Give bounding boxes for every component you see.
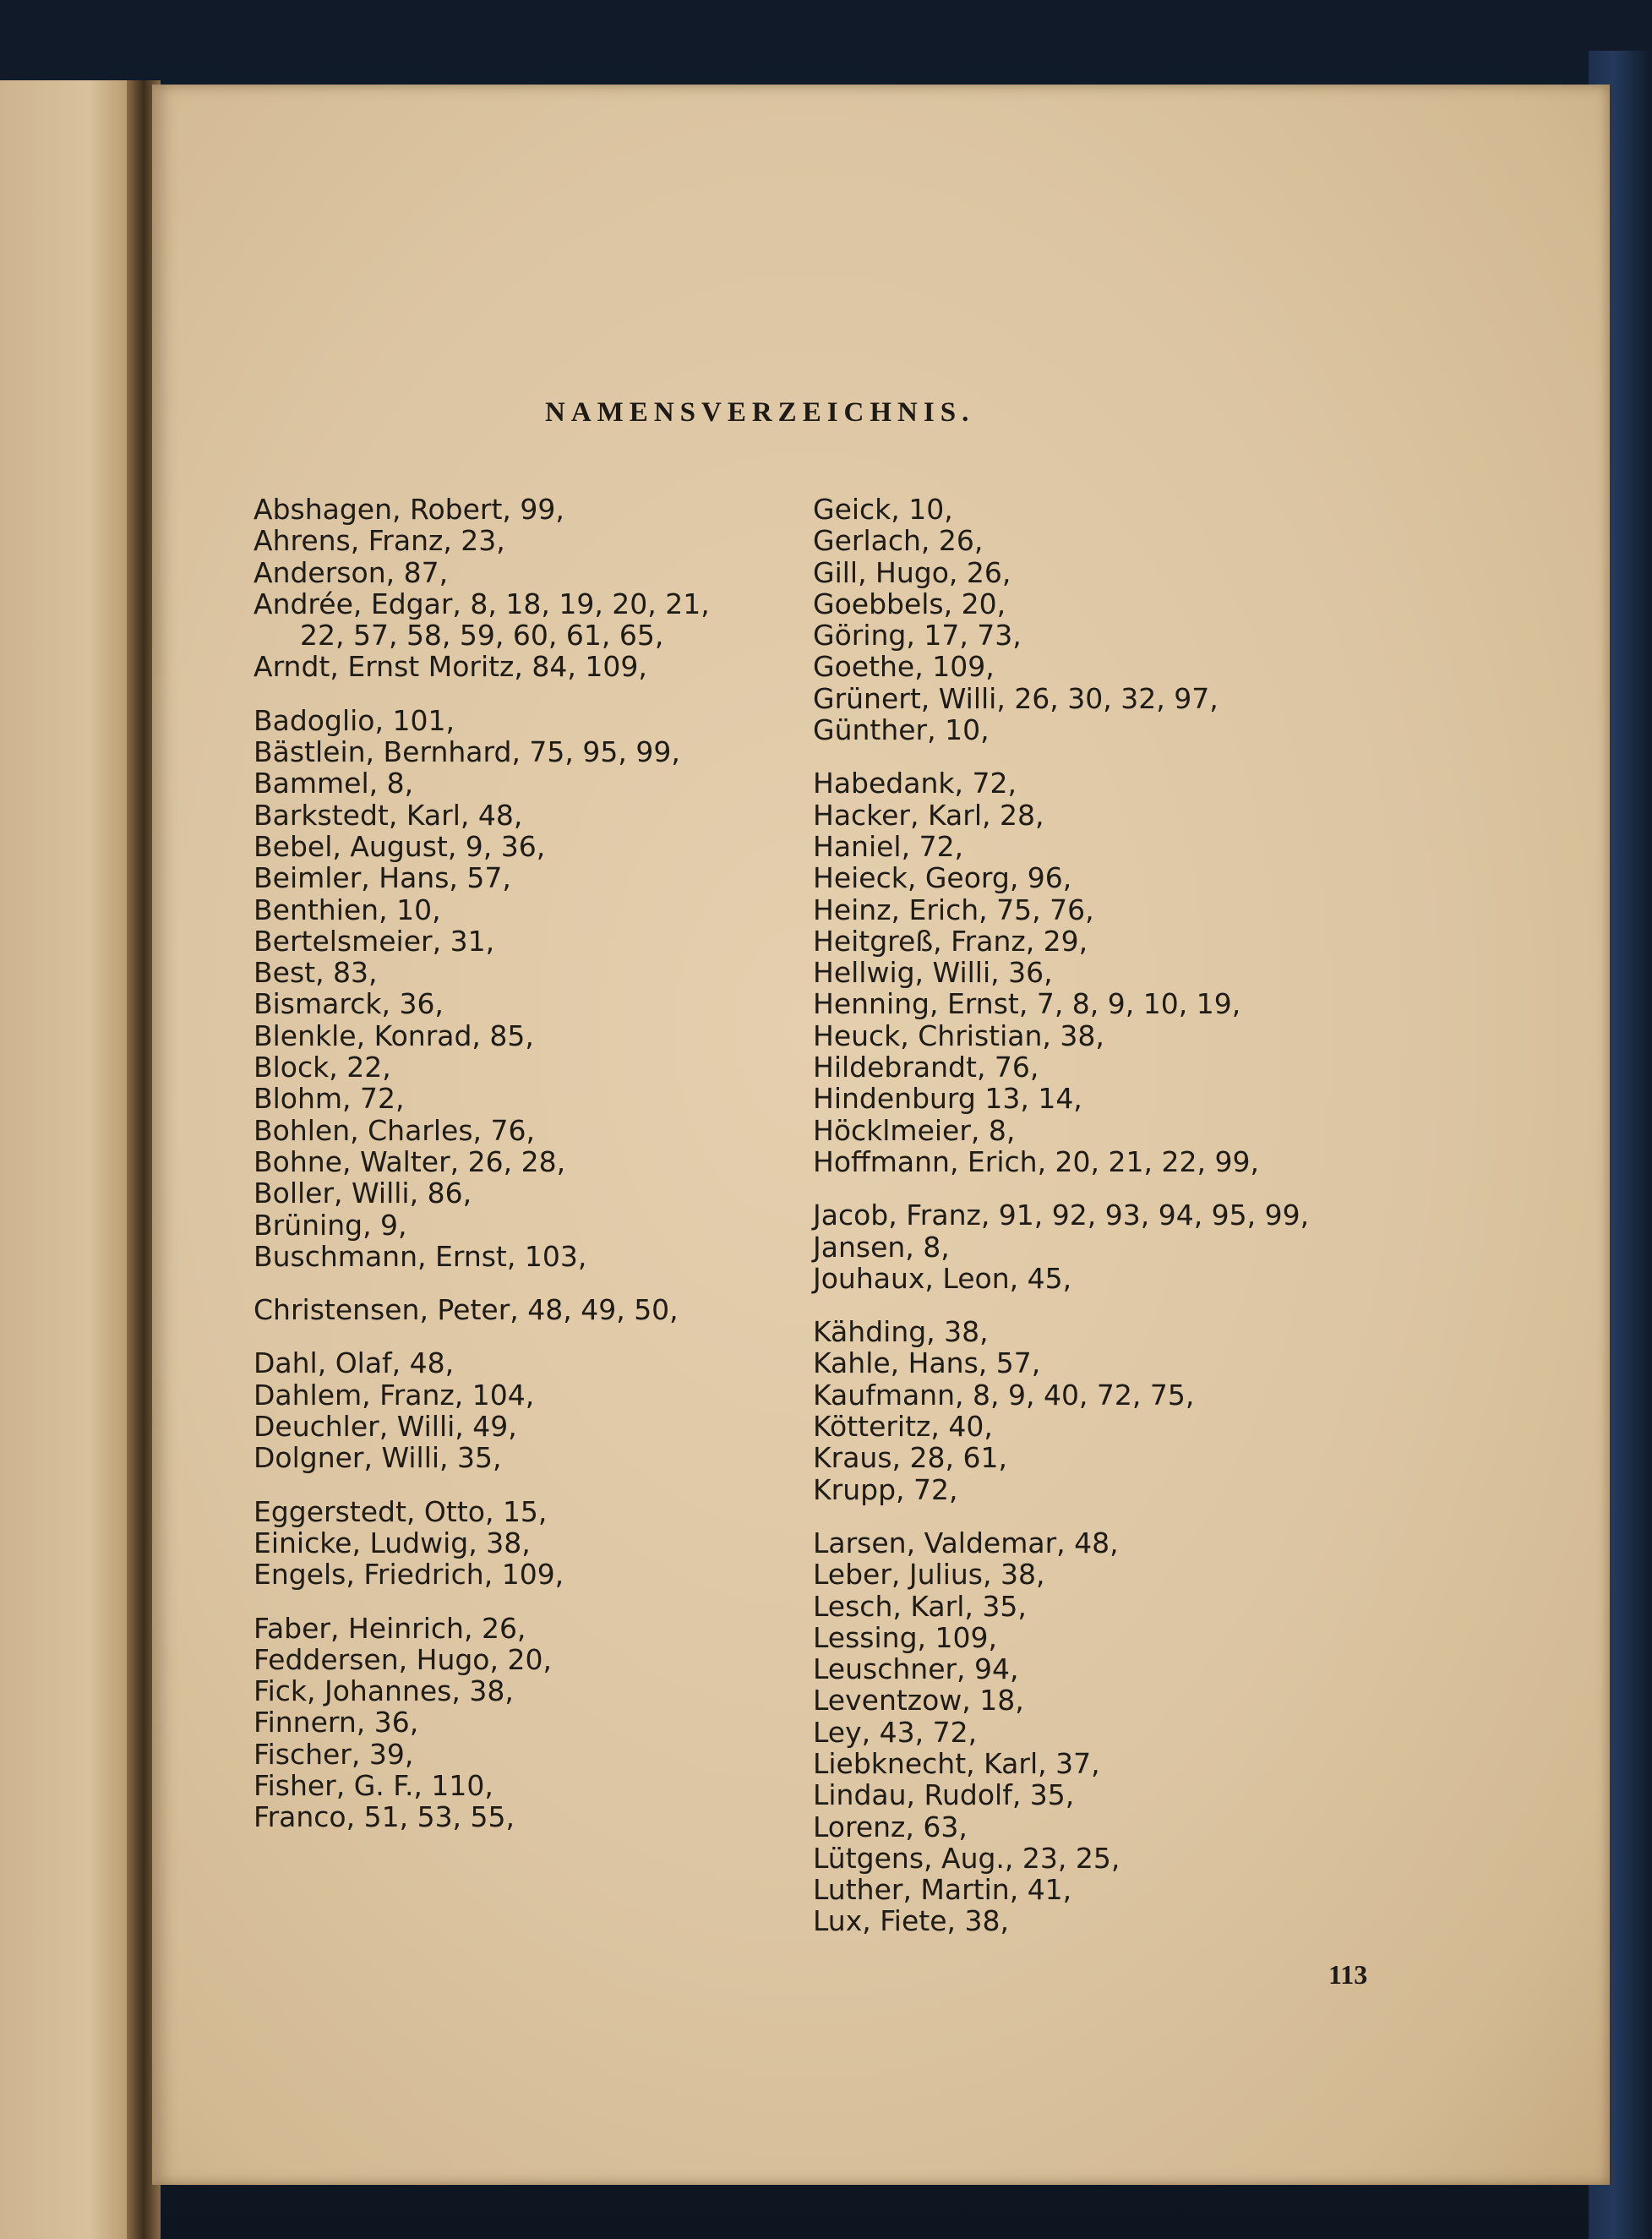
index-entry: Habedank, 72, — [813, 767, 1017, 800]
index-entry: Leber, Julius, 38, — [813, 1558, 1045, 1592]
index-entry: Boller, Willi, 86, — [254, 1177, 472, 1210]
previous-page-edge — [0, 80, 148, 2239]
index-entry: Franco, 51, 53, 55, — [254, 1800, 515, 1834]
index-entry: Fischer, 39, — [254, 1737, 414, 1771]
index-entry: Leuschner, 94, — [813, 1652, 1019, 1686]
index-entry: Engels, Friedrich, 109, — [254, 1558, 564, 1592]
index-entry: Höcklmeier, 8, — [813, 1113, 1016, 1147]
index-entry: Bohne, Walter, 26, 28, — [254, 1144, 566, 1178]
index-entry: Block, 22, — [254, 1051, 391, 1084]
index-entry: Lorenz, 63, — [813, 1810, 968, 1843]
index-group-e — [254, 1496, 794, 1591]
index-group-g — [813, 494, 1421, 745]
index-entry: Barkstedt, Karl, 48, — [254, 798, 523, 832]
index-entry: Best, 83, — [254, 956, 378, 990]
index-entry: Bohlen, Charles, 76, — [254, 1113, 535, 1147]
index-entry: Hoffmann, Erich, 20, 21, 22, 99, — [813, 1144, 1259, 1178]
index-group-k — [813, 1316, 1421, 1505]
index-group-b — [254, 705, 794, 1272]
index-entry: Kaufmann, 8, 9, 40, 72, 75, — [813, 1378, 1195, 1412]
index-entry: Günther, 10, — [813, 713, 990, 747]
page-title: NAMENSVERZEICHNIS. — [545, 397, 975, 428]
index-column-right — [813, 494, 1421, 1959]
index-entry: Bebel, August, 9, 36, — [254, 829, 546, 863]
index-entry: Deuchler, Willi, 49, — [254, 1410, 517, 1444]
index-entry: Dolgner, Willi, 35, — [254, 1441, 502, 1475]
index-entry: Kahle, Hans, 57, — [813, 1346, 1041, 1380]
index-entry: Jacob, Franz, 91, 92, 93, 94, 95, 99, — [813, 1199, 1310, 1232]
index-entry: Dahlem, Franz, 104, — [254, 1378, 535, 1412]
index-entry: Gill, Hugo, 26, — [813, 555, 1011, 589]
index-entry: Lessing, 109, — [813, 1620, 997, 1654]
index-entry: Eggerstedt, Otto, 15, — [254, 1494, 548, 1528]
index-entry: Grünert, Willi, 26, 30, 32, 97, — [813, 681, 1219, 715]
index-entry: Feddersen, Hugo, 20, — [254, 1642, 552, 1676]
index-group-c — [254, 1294, 794, 1325]
index-entry: Lux, Fiete, 38, — [813, 1904, 1009, 1938]
index-entry: Ahrens, Franz, 23, — [254, 524, 505, 558]
index-entry: Jouhaux, Leon, 45, — [813, 1261, 1072, 1295]
index-entry: Göring, 17, 73, — [813, 619, 1022, 653]
index-entry: Bammel, 8, — [254, 767, 414, 800]
index-entry: Arndt, Ernst Moritz, 84, 109, — [254, 650, 647, 684]
index-entry: Dahl, Olaf, 48, — [254, 1346, 455, 1380]
index-entry: Geick, 10, — [813, 493, 953, 526]
index-entry: Kähding, 38, — [813, 1315, 989, 1349]
index-entry: Andrée, Edgar, 8, 18, 19, 20, 21, — [254, 587, 710, 620]
index-entry: Kötteritz, 40, — [813, 1410, 993, 1444]
index-group-l — [813, 1527, 1421, 1937]
index-entry: Luther, Martin, 41, — [813, 1873, 1072, 1907]
index-entry: Lesch, Karl, 35, — [813, 1589, 1027, 1623]
index-entry: Bästlein, Bernhard, 75, 95, 99, — [254, 735, 680, 769]
index-entry: Jansen, 8, — [813, 1230, 950, 1264]
index-entry: Lindau, Rudolf, 35, — [813, 1778, 1075, 1812]
index-entry: Heitgreß, Franz, 29, — [813, 924, 1088, 958]
index-group-d — [254, 1347, 794, 1473]
index-entry: Leventzow, 18, — [813, 1684, 1024, 1717]
index-entry: Henning, Ernst, 7, 8, 9, 10, 19, — [813, 987, 1241, 1021]
page-number: 113 — [1328, 1959, 1368, 1990]
index-entry: Abshagen, Robert, 99, — [254, 493, 564, 526]
index-entry: Hildebrandt, 76, — [813, 1051, 1039, 1084]
index-entry: Hellwig, Willi, 36, — [813, 956, 1053, 990]
index-entry: Fick, Johannes, 38, — [254, 1674, 514, 1708]
index-entry: Krupp, 72, — [813, 1472, 958, 1506]
index-entry: Einicke, Ludwig, 38, — [254, 1526, 531, 1559]
index-entry: Liebknecht, Karl, 37, — [813, 1746, 1100, 1780]
index-entry: 22, 57, 58, 59, 60, 61, 65, — [300, 619, 664, 653]
index-entry: Ley, 43, 72, — [813, 1715, 978, 1749]
index-entry: Fisher, G. F., 110, — [254, 1768, 493, 1802]
index-entry: Blenkle, Konrad, 85, — [254, 1018, 534, 1052]
index-entry: Faber, Heinrich, 26, — [254, 1611, 526, 1645]
index-entry: Beimler, Hans, 57, — [254, 861, 511, 895]
index-column-left — [254, 494, 794, 1855]
index-entry: Hacker, Karl, 28, — [813, 798, 1044, 832]
index-entry: Larsen, Valdemar, 48, — [813, 1526, 1119, 1559]
index-entry: Benthien, 10, — [254, 893, 441, 926]
index-entry: Bertelsmeier, 31, — [254, 924, 495, 958]
index-entry: Brüning, 9, — [254, 1208, 407, 1242]
index-entry: Goebbels, 20, — [813, 587, 1006, 620]
index-entry: Lütgens, Aug., 23, 25, — [813, 1841, 1120, 1875]
index-entry: Hindenburg 13, 14, — [813, 1082, 1082, 1116]
index-group-f — [254, 1613, 794, 1833]
index-entry: Finnern, 36, — [254, 1706, 419, 1739]
index-entry: Heieck, Georg, 96, — [813, 861, 1072, 895]
index-entry: Buschmann, Ernst, 103, — [254, 1239, 587, 1273]
index-group-j — [813, 1199, 1421, 1294]
index-entry: Bismarck, 36, — [254, 987, 444, 1021]
index-entry: Christensen, Peter, 48, 49, 50, — [254, 1293, 679, 1327]
index-entry: Anderson, 87, — [254, 555, 449, 589]
index-entry: Heuck, Christian, 38, — [813, 1018, 1104, 1052]
index-group-a — [254, 494, 794, 683]
index-entry: Blohm, 72, — [254, 1082, 405, 1116]
index-entry: Haniel, 72, — [813, 829, 964, 863]
index-entry: Gerlach, 26, — [813, 524, 984, 558]
index-entry: Badoglio, 101, — [254, 703, 455, 737]
index-group-h — [813, 767, 1421, 1177]
index-entry: Heinz, Erich, 75, 76, — [813, 893, 1094, 926]
index-entry: Goethe, 109, — [813, 650, 995, 684]
index-entry: Kraus, 28, 61, — [813, 1441, 1007, 1475]
